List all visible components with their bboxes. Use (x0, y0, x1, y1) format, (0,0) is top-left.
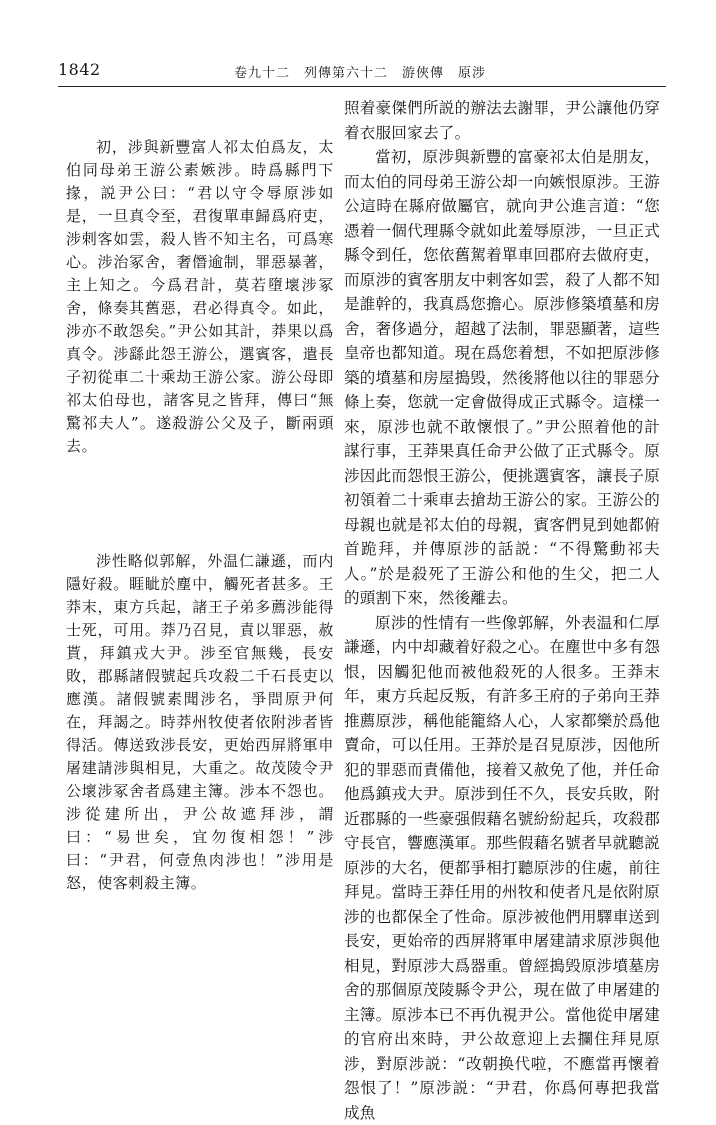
translation-column (344, 96, 660, 1125)
classical-paragraph-2: 涉性略似郭解，外温仁謙遜，而内隱好殺。睚眦於塵中，觸死者甚多。王莽末，東方兵起，諸王子弟多薦涉能得士死，可用。莽乃召見，責以罪惡，赦貰，拜鎮戎大尹。涉至官無幾，長安敗，郡縣諸假號起兵攻殺二千石長吏以應漢。諸假號素聞涉名，爭問原尹何在，拜謁之。時莽州牧使者依附涉者皆得活。傳送致涉長安，更始西屏將軍申屠建請涉與相見，大重之。故茂陵令尹公壞涉冢舍者爲建主簿。涉本不怨也。涉從建所出，尹公故遮拜涉，謂曰：“易世矣，宜勿復相怨！”涉曰：“尹君，何壹魚肉涉也！”涉用是怒，使客剌殺主簿。 (66, 550, 334, 895)
classical-text-column (66, 96, 334, 895)
translation-continued-text: 照着豪傑們所説的辦法去謝罪，尹公讓他仍穿着衣服回家去了。 (344, 96, 660, 145)
classical-paragraph-1: 初，涉與新豐富人祁太伯爲友，太伯同母弟王游公素嫉涉。時爲縣門下掾，説尹公曰：“君以守令辱原涉如是，一旦真令至，君復單車歸爲府吏，涉剌客如雲，殺人皆不知主名，可爲寒心。涉治冢舍，奢僭逾制，罪惡暴著，主上知之。今爲君計，莫若墮壞涉冢舍，條奏其舊惡，君必得真令。如此，涉亦不敢怨矣。”尹公如其計，莽果以爲真令。涉繇此怨王游公，選賓客，遣長子初從車二十乘劫王游公家。游公母即祁太伯母也，諸客見之皆拜，傳曰“無驚祁夫人”。遂殺游公父及子，斷兩頭去。 (66, 136, 334, 458)
translation-paragraph-2: 原涉的性情有一些像郭解，外表温和仁厚謙遜，内中却藏着好殺之心。在塵世中多有怨恨，因觸犯他而被他殺死的人很多。王莽末年，東方兵起反叛，有許多王府的子弟向王莽推薦原涉，稱他能籠絡人心，人家都樂於爲他賣命，可以任用。王莽於是召見原涉，因他所犯的罪惡而責備他，接着又赦免了他，并任命他爲鎮戎大尹。原涉到任不久，長安兵敗，附近郡縣的一些豪强假藉名號紛紛起兵，攻殺郡守長官，響應漢軍。那些假藉名號者早就聽説原涉的大名，便都爭相打聽原涉的住處，前往拜見。當時王莽任用的州牧和使者凡是依附原涉的也都保全了性命。原涉被他們用驛車送到長安，更始帝的西屏將軍申屠建請求原涉與他相見，對原涉大爲器重。曾經搗毁原涉墳墓房舍的那個原茂陵縣令尹公，現在做了申屠建的主簿。原涉本已不再仇視尹公。當他從申屠建的官府出來時，尹公故意迎上去攔住拜見原涉，對原涉説：“改朝换代啦，不應當再懷着怨恨了！”原涉説：“尹君，你爲何專把我當成魚 (344, 611, 660, 1125)
page-number: 1842 (58, 60, 101, 79)
page-header (58, 58, 664, 84)
header-rule (58, 86, 666, 87)
translation-paragraph-1: 當初，原涉與新豐的富豪祁太伯是朋友，而太伯的同母弟王游公却一向嫉恨原涉。王游公這時在縣府做屬官，就向尹公進言道：“您憑着一個代理縣令就如此羞辱原涉，一旦正式縣令到任，您依舊駕着單車回郡府去做府吏，而原涉的賓客朋友中剌客如雲，殺了人都不知是誰幹的，我真爲您擔心。原涉修築墳墓和房舍，奢侈過分，超越了法制，罪惡顯著，這些皇帝也都知道。現在爲您着想，不如把原涉修築的墳墓和房屋搗毁，然後將他以往的罪惡分條上奏，您就一定會做得成正式縣令。這樣一來，原涉也就不敢懷恨了。”尹公照着他的計謀行事，王莽果真任命尹公做了正式縣令。原涉因此而怨恨王游公，便挑選賓客，讓長子原初領着二十乘車去搶劫王游公的家。王游公的母親也就是祁太伯的母親，賓客們見到她都俯首跪拜，并傳原涉的話説：“不得驚動祁夫人。”於是殺死了王游公和他的生父，把二人的頭割下來，然後離去。 (344, 145, 660, 611)
running-title: 卷九十二 列傳第六十二 游俠傳 原涉 (234, 62, 486, 81)
